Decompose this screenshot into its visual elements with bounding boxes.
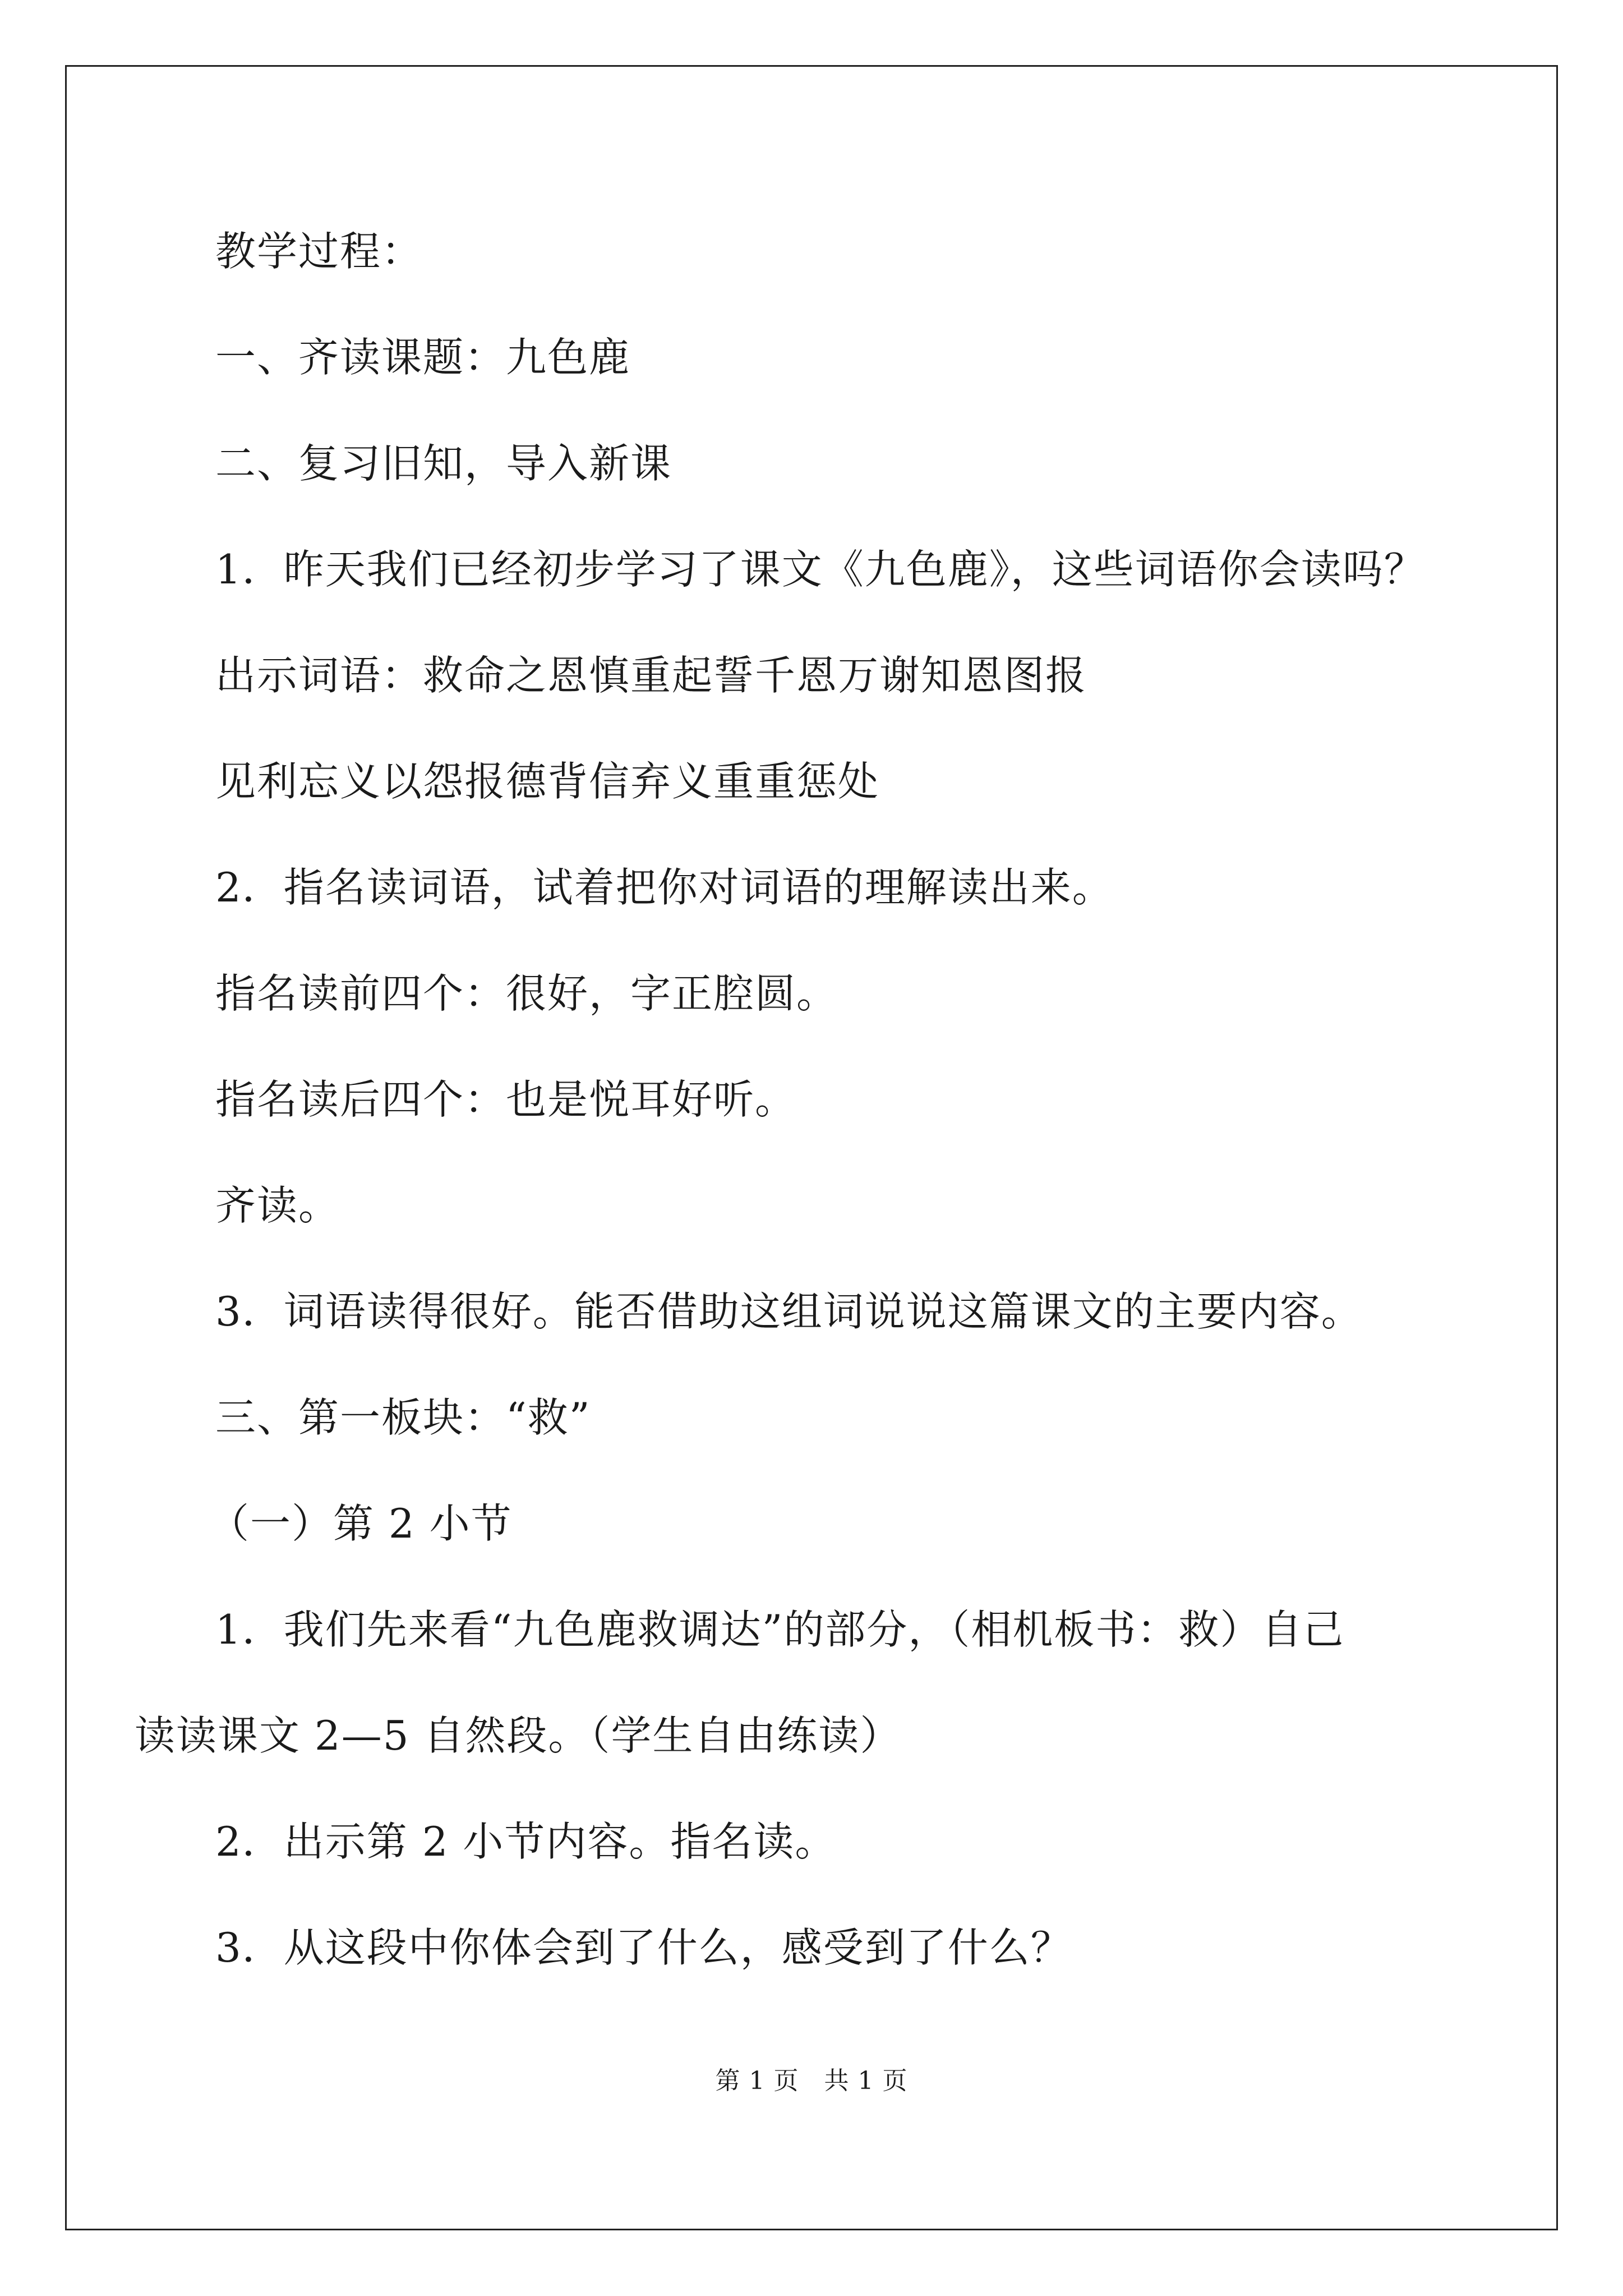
text-line: 教学过程： [215,228,423,275]
text-line: 指名读后四个：也是悦耳好听。 [215,1076,797,1123]
text-line: 三、第一板块：“救” [215,1394,591,1441]
text-line: 指名读前四个：很好，字正腔圆。 [215,970,838,1017]
text-line: 2．指名读词语，试着把你对词语的理解读出来。 [215,864,1114,911]
text-line: 见利忘义以怨报德背信弃义重重惩处 [215,758,880,805]
page-border [65,65,1558,2230]
text-line: 出示词语：救命之恩慎重起誓千恩万谢知恩图报 [215,652,1087,699]
text-line: 二、复习旧知，导入新课 [215,440,672,487]
text-line: 一、齐读课题：九色鹿 [215,334,631,381]
text-line: 齐读。 [215,1182,340,1229]
text-line: 读读课文 2—5 自然段。（学生自由练读） [135,1712,902,1759]
text-line: 1．昨天我们已经初步学习了课文《九色鹿》，这些词语你会读吗？ [215,546,1426,593]
text-line: 2．出示第 2 小节内容。指名读。 [215,1818,837,1865]
text-line: 3．词语读得很好。能否借助这组词说说这篇课文的主要内容。 [215,1288,1363,1335]
text-line: （一）第 2 小节 [209,1500,513,1547]
text-line: 1．我们先来看“九色鹿救调达”的部分，（相机板书：救）自己 [215,1606,1345,1653]
text-line: 3．从这段中你体会到了什么，感受到了什么？ [215,1924,1072,1971]
page-footer: 第 1 页 共 1 页 [715,2067,908,2095]
